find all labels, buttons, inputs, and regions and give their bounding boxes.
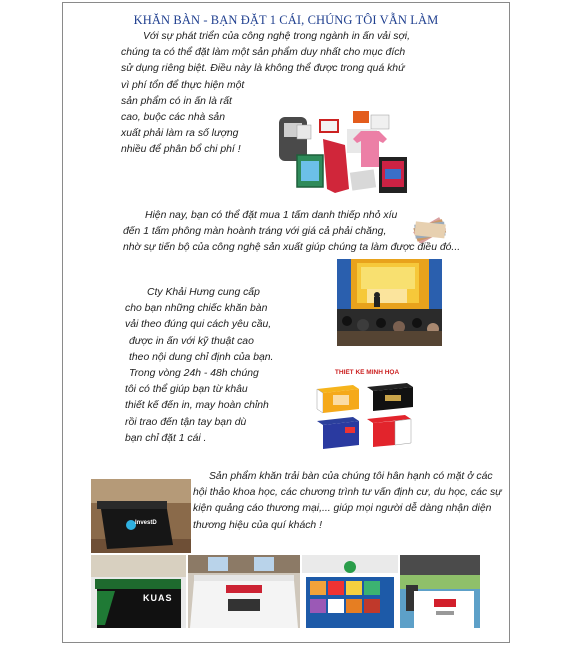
text-line: bạn chỉ đặt 1 cái .: [125, 432, 207, 444]
text-line: thương hiệu của quí khách !: [193, 519, 322, 531]
text-line: hội thảo khoa học, các chương trình tư vấn định cư, du học, các sự: [193, 487, 502, 499]
text-line: Trong vòng 24h - 48h chúng: [129, 368, 259, 380]
text-line: chúng ta có thể đặt làm một sản phẩm duy nhất cho mục đích: [121, 47, 406, 59]
text-line: đến 1 tấm phông màn hoành tráng với giá cả phải chăng,: [123, 226, 387, 238]
investd-logo: InvestD: [135, 520, 157, 526]
text-line: sử dụng riêng biệt. Điều này là không thể được trong quá khứ: [121, 63, 405, 75]
text-line: sản phẩm có in ấn là rất: [121, 95, 232, 107]
paragraph-technology: [63, 208, 460, 257]
text-line: rồi trao đến tận tay bạn dù: [125, 416, 247, 428]
text-line: nhờ sự tiến bộ của công nghệ sản xuất giúp chúng ta làm được điều đó...: [123, 242, 461, 254]
document-page: [62, 2, 510, 643]
table-photo-colorful: [302, 555, 398, 628]
text-line: được in ấn với kỹ thuật cao: [129, 335, 254, 347]
text-line: vì phí tổn để thực hiện một: [121, 79, 245, 91]
text-line: cho bạn những chiếc khăn bàn: [125, 303, 268, 315]
text-line: Với sự phát triển của công nghệ trong ngành in ấn vải sợi,: [143, 31, 410, 42]
text-line: tôi có thể giúp bạn từ khâu: [125, 384, 248, 396]
text-line: xuất phải làm ra số lượng: [121, 128, 239, 140]
text-line: vải theo đúng qui cách yêu cầu,: [125, 319, 272, 331]
business-cards-image: [409, 211, 453, 243]
text-line: Hiện nay, bạn có thể đặt mua 1 tấm danh thiếp nhỏ xíu: [145, 210, 398, 221]
table-photo-investd: [91, 479, 191, 553]
table-photo-outdoor: [400, 555, 480, 628]
text-line: theo nội dung chỉ định của bạn.: [129, 351, 274, 363]
design-illustration: [315, 369, 415, 449]
page-title: KHĂN BÀN - BẠN ĐẶT 1 CÁI, CHÚNG TÔI VẪN LÀM: [133, 13, 439, 27]
printed-products-image: [275, 109, 411, 197]
text-line: Sản phẩm khăn trải bàn của chúng tôi hân hạnh có mặt ở các: [209, 471, 493, 482]
table-photo-kuas: [91, 555, 186, 628]
kuas-logo: KUAS: [143, 593, 173, 603]
text-line: kiện quảng cáo thương mại,... giúp mọi người dễ dàng nhận diện: [193, 503, 492, 515]
text-line: thiết kế đến in, may hoàn chỉnh: [125, 400, 269, 412]
text-line: nhiều để phân bổ chi phí !: [121, 144, 241, 156]
text-line: cao, buộc các nhà sản: [121, 112, 225, 124]
event-stage-photo: [337, 259, 442, 346]
design-label: THIẾT KẾ MINH HỌA: [334, 369, 400, 376]
paragraph-company: [63, 285, 273, 447]
table-photo-white: [188, 555, 300, 628]
text-line: Cty Khải Hưng cung cấp: [147, 287, 260, 298]
